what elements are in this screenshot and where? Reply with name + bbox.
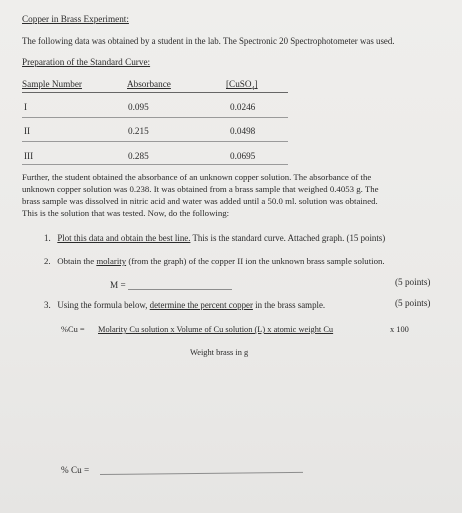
col-header-cuso4: [CuSO$_4$] <box>226 79 258 92</box>
section-heading: Preparation of the Standard Curve: <box>22 57 151 67</box>
row-3-absorbance: 0.285 <box>128 151 149 161</box>
row-3-conc: 0.0695 <box>230 151 256 161</box>
percent-cu-label: % Cu = <box>61 465 90 475</box>
col-header-sample: Sample Number <box>22 79 82 89</box>
molarity-label: M = <box>110 280 126 290</box>
paragraph-line: brass sample was dissolved in nitric acid and water was added until a 50.0 ml. solution was obtained. <box>22 196 378 206</box>
col-header-absorbance: Absorbance <box>127 79 171 89</box>
q2-points: (5 points) <box>395 277 431 287</box>
row-1-conc: 0.0246 <box>230 102 256 112</box>
row-rule <box>22 117 288 118</box>
row-2-absorbance: 0.215 <box>128 126 149 136</box>
row-1-sample: I <box>24 102 28 112</box>
paragraph-line: This is the solution that was tested. Now, do the following: <box>22 208 230 218</box>
paragraph-line: unknown copper solution was 0.238. It was obtained from a brass sample that weighed 0.4053 g. The <box>22 184 379 194</box>
paragraph-line: Further, the student obtained the absorbance of an unknown copper solution. The absorbance of the <box>22 172 372 182</box>
formula-prefix: %Cu = <box>61 325 85 334</box>
intro-text: The following data was obtained by a student in the lab. The Spectronic 20 Spectrophotometer was used. <box>22 36 395 46</box>
row-1-absorbance: 0.095 <box>128 102 149 112</box>
question-3: 3. Using the formula below, determine the percent copper in the brass sample. <box>44 300 326 310</box>
row-3-sample: III <box>24 151 34 161</box>
row-2-conc: 0.0498 <box>230 126 256 136</box>
question-1: 1. Plot this data and obtain the best line. This is the standard curve. Attached graph. (15 points) <box>44 233 386 243</box>
page-title: Copper in Brass Experiment: <box>22 14 129 24</box>
question-2: 2. Obtain the molarity (from the graph) of the copper II ion the unknown brass sample solution. <box>44 256 385 266</box>
formula-suffix: x 100 <box>390 325 409 334</box>
formula-denominator: Weight brass in g <box>190 348 249 357</box>
q3-points: (5 points) <box>395 298 431 308</box>
formula-numerator: Molarity Cu solution x Volume of Cu solution (L) x atomic weight Cu <box>98 325 334 334</box>
row-rule <box>22 164 288 165</box>
molarity-answer-line[interactable] <box>128 289 232 290</box>
row-2-sample: II <box>24 126 31 136</box>
row-rule <box>22 141 288 142</box>
percent-cu-answer-line[interactable] <box>100 472 303 475</box>
table-header-rule <box>22 92 288 93</box>
